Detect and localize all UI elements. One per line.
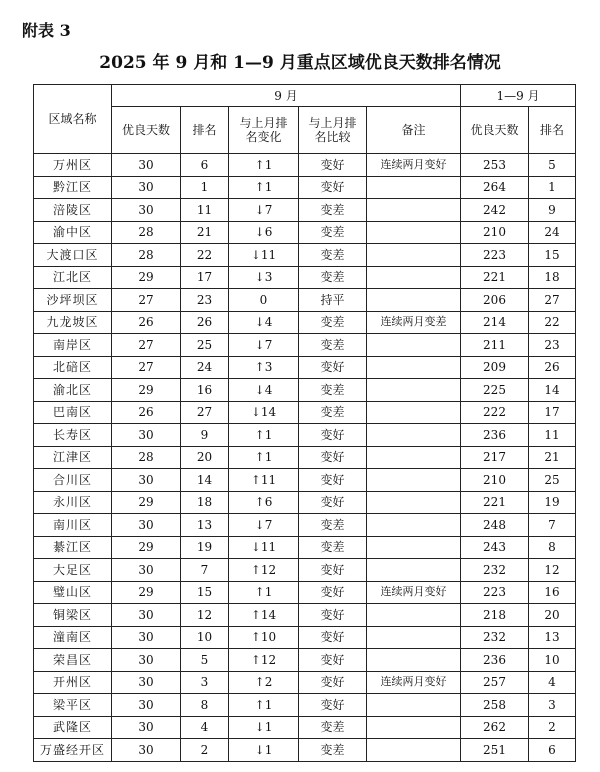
good-days-cell: 30 (112, 424, 181, 447)
remark-cell (367, 446, 461, 469)
compare-cell: 变差 (299, 716, 367, 739)
ytd-good-days-cell: 223 (461, 244, 529, 267)
remark-cell (367, 604, 461, 627)
rank-cell: 21 (181, 221, 229, 244)
remark-cell (367, 356, 461, 379)
compare-cell: 变好 (299, 446, 367, 469)
rank-cell: 27 (181, 401, 229, 424)
ytd-rank-cell: 14 (529, 379, 576, 402)
rank-change-cell: ↓7 (229, 199, 299, 222)
remark-cell (367, 334, 461, 357)
good-days-cell: 30 (112, 559, 181, 582)
ytd-rank-cell: 22 (529, 311, 576, 334)
good-days-cell: 30 (112, 176, 181, 199)
rank-change-cell: ↓1 (229, 716, 299, 739)
table-row (34, 154, 576, 177)
table-row (34, 559, 576, 582)
ytd-good-days-cell: 211 (461, 334, 529, 357)
ytd-good-days-cell: 218 (461, 604, 529, 627)
rank-change-cell: ↓7 (229, 514, 299, 537)
good-days-cell: 30 (112, 671, 181, 694)
rank-cell: 22 (181, 244, 229, 267)
rank-cell: 18 (181, 491, 229, 514)
ytd-good-days-cell: 251 (461, 739, 529, 762)
rank-change-cell: ↑1 (229, 446, 299, 469)
remark-cell (367, 401, 461, 424)
compare-cell: 变好 (299, 626, 367, 649)
good-days-cell: 29 (112, 491, 181, 514)
ytd-rank-cell: 12 (529, 559, 576, 582)
rank-change-cell: ↓14 (229, 401, 299, 424)
rank-change-cell: ↑1 (229, 694, 299, 717)
region-cell: 巴南区 (34, 401, 112, 424)
compare-cell: 变好 (299, 559, 367, 582)
ytd-rank-cell: 24 (529, 221, 576, 244)
header-rank: 排名 (181, 107, 229, 154)
compare-cell: 变差 (299, 514, 367, 537)
rank-change-cell: ↑10 (229, 626, 299, 649)
remark-cell (367, 626, 461, 649)
rank-change-cell: ↓11 (229, 536, 299, 559)
region-cell: 北碚区 (34, 356, 112, 379)
region-cell: 江津区 (34, 446, 112, 469)
region-cell: 铜梁区 (34, 604, 112, 627)
region-cell: 南岸区 (34, 334, 112, 357)
rank-change-cell: ↑14 (229, 604, 299, 627)
rank-change-cell: ↓3 (229, 266, 299, 289)
good-days-cell: 27 (112, 289, 181, 312)
ytd-rank-cell: 27 (529, 289, 576, 312)
rank-change-cell: ↑2 (229, 671, 299, 694)
table-row (34, 514, 576, 537)
compare-cell: 变差 (299, 536, 367, 559)
ytd-good-days-cell: 232 (461, 559, 529, 582)
ranking-table (33, 84, 576, 762)
remark-cell (367, 559, 461, 582)
rank-change-cell: ↓4 (229, 311, 299, 334)
ytd-good-days-cell: 214 (461, 311, 529, 334)
rank-cell: 20 (181, 446, 229, 469)
table-row (34, 424, 576, 447)
rank-cell: 14 (181, 469, 229, 492)
header-good-days: 优良天数 (112, 107, 181, 154)
ytd-good-days-cell: 262 (461, 716, 529, 739)
ytd-good-days-cell: 221 (461, 266, 529, 289)
rank-cell: 23 (181, 289, 229, 312)
good-days-cell: 28 (112, 446, 181, 469)
ytd-good-days-cell: 242 (461, 199, 529, 222)
remark-cell (367, 536, 461, 559)
good-days-cell: 30 (112, 716, 181, 739)
remark-cell: 连续两月变好 (367, 154, 461, 177)
table-row (34, 199, 576, 222)
rank-change-cell: ↑3 (229, 356, 299, 379)
header-mom-compare: 与上月排名比较 (299, 107, 367, 154)
ytd-rank-cell: 13 (529, 626, 576, 649)
ytd-good-days-cell: 209 (461, 356, 529, 379)
ytd-rank-cell: 3 (529, 694, 576, 717)
compare-cell: 变差 (299, 379, 367, 402)
remark-cell (367, 469, 461, 492)
region-cell: 璧山区 (34, 581, 112, 604)
ytd-good-days-cell: 243 (461, 536, 529, 559)
header-ytd-group: 1—9 月 (461, 85, 576, 107)
table-row (34, 334, 576, 357)
compare-cell: 变差 (299, 221, 367, 244)
remark-cell: 连续两月变好 (367, 671, 461, 694)
region-cell: 九龙坡区 (34, 311, 112, 334)
rank-cell: 12 (181, 604, 229, 627)
region-cell: 万州区 (34, 154, 112, 177)
ytd-rank-cell: 26 (529, 356, 576, 379)
region-cell: 荣昌区 (34, 649, 112, 672)
remark-cell (367, 694, 461, 717)
table-row (34, 671, 576, 694)
rank-cell: 19 (181, 536, 229, 559)
ytd-good-days-cell: 236 (461, 649, 529, 672)
region-cell: 渝中区 (34, 221, 112, 244)
table-row (34, 356, 576, 379)
header-ytd-rank: 排名 (529, 107, 576, 154)
ytd-rank-cell: 20 (529, 604, 576, 627)
table-row (34, 739, 576, 762)
ytd-rank-cell: 10 (529, 649, 576, 672)
ytd-good-days-cell: 232 (461, 626, 529, 649)
rank-cell: 10 (181, 626, 229, 649)
region-cell: 梁平区 (34, 694, 112, 717)
compare-cell: 变差 (299, 401, 367, 424)
region-cell: 潼南区 (34, 626, 112, 649)
ytd-rank-cell: 15 (529, 244, 576, 267)
rank-change-cell: ↑1 (229, 176, 299, 199)
remark-cell (367, 514, 461, 537)
rank-change-cell: ↓1 (229, 739, 299, 762)
table-title: 2025 年 9 月和 1—9 月重点区域优良天数排名情况 (99, 53, 501, 73)
table-row (34, 694, 576, 717)
ytd-good-days-cell: 206 (461, 289, 529, 312)
compare-cell: 变差 (299, 199, 367, 222)
table-row (34, 446, 576, 469)
region-cell: 渝北区 (34, 379, 112, 402)
region-cell: 开州区 (34, 671, 112, 694)
good-days-cell: 28 (112, 221, 181, 244)
remark-cell (367, 649, 461, 672)
region-cell: 大足区 (34, 559, 112, 582)
region-cell: 江北区 (34, 266, 112, 289)
compare-cell: 变差 (299, 334, 367, 357)
ytd-rank-cell: 23 (529, 334, 576, 357)
header-region: 区域名称 (34, 85, 112, 154)
compare-cell: 变差 (299, 266, 367, 289)
rank-change-cell: ↑11 (229, 469, 299, 492)
compare-cell: 变好 (299, 581, 367, 604)
compare-cell: 变好 (299, 356, 367, 379)
remark-cell (367, 289, 461, 312)
good-days-cell: 30 (112, 739, 181, 762)
rank-change-cell: ↑1 (229, 581, 299, 604)
good-days-cell: 30 (112, 694, 181, 717)
ytd-rank-cell: 6 (529, 739, 576, 762)
table-row (34, 401, 576, 424)
good-days-cell: 26 (112, 401, 181, 424)
good-days-cell: 29 (112, 379, 181, 402)
remark-cell (367, 716, 461, 739)
remark-cell (367, 739, 461, 762)
region-cell: 大渡口区 (34, 244, 112, 267)
remark-cell: 连续两月变好 (367, 581, 461, 604)
rank-cell: 17 (181, 266, 229, 289)
ytd-rank-cell: 16 (529, 581, 576, 604)
table-row (34, 379, 576, 402)
rank-cell: 6 (181, 154, 229, 177)
ytd-good-days-cell: 248 (461, 514, 529, 537)
rank-change-cell: ↑6 (229, 491, 299, 514)
table-row (34, 604, 576, 627)
ytd-good-days-cell: 210 (461, 469, 529, 492)
remark-cell (367, 244, 461, 267)
rank-change-cell: ↑12 (229, 649, 299, 672)
region-cell: 万盛经开区 (34, 739, 112, 762)
rank-change-cell: ↓6 (229, 221, 299, 244)
ytd-good-days-cell: 217 (461, 446, 529, 469)
region-cell: 合川区 (34, 469, 112, 492)
ytd-good-days-cell: 236 (461, 424, 529, 447)
rank-change-cell: ↑12 (229, 559, 299, 582)
ytd-good-days-cell: 225 (461, 379, 529, 402)
rank-cell: 26 (181, 311, 229, 334)
table-row (34, 221, 576, 244)
ytd-good-days-cell: 222 (461, 401, 529, 424)
table-row (34, 626, 576, 649)
region-cell: 涪陵区 (34, 199, 112, 222)
good-days-cell: 29 (112, 266, 181, 289)
good-days-cell: 30 (112, 154, 181, 177)
remark-cell (367, 424, 461, 447)
remark-cell (367, 491, 461, 514)
ytd-good-days-cell: 264 (461, 176, 529, 199)
good-days-cell: 30 (112, 199, 181, 222)
ytd-good-days-cell: 221 (461, 491, 529, 514)
table-row (34, 266, 576, 289)
good-days-cell: 28 (112, 244, 181, 267)
remark-cell (367, 379, 461, 402)
good-days-cell: 27 (112, 334, 181, 357)
remark-cell: 连续两月变差 (367, 311, 461, 334)
good-days-cell: 26 (112, 311, 181, 334)
remark-cell (367, 199, 461, 222)
region-cell: 沙坪坝区 (34, 289, 112, 312)
compare-cell: 变好 (299, 694, 367, 717)
good-days-cell: 27 (112, 356, 181, 379)
compare-cell: 变好 (299, 491, 367, 514)
appendix-label: 附表 3 (22, 21, 71, 40)
good-days-cell: 30 (112, 514, 181, 537)
table-row (34, 244, 576, 267)
rank-cell: 16 (181, 379, 229, 402)
region-cell: 武隆区 (34, 716, 112, 739)
ytd-rank-cell: 5 (529, 154, 576, 177)
compare-cell: 变差 (299, 244, 367, 267)
rank-change-cell: ↓4 (229, 379, 299, 402)
table-row (34, 581, 576, 604)
table-row (34, 491, 576, 514)
table-row (34, 649, 576, 672)
rank-cell: 15 (181, 581, 229, 604)
good-days-cell: 29 (112, 581, 181, 604)
ytd-good-days-cell: 210 (461, 221, 529, 244)
ytd-rank-cell: 9 (529, 199, 576, 222)
table-row (34, 536, 576, 559)
header-rank-change: 与上月排名变化 (229, 107, 299, 154)
compare-cell: 变好 (299, 176, 367, 199)
table-row (34, 289, 576, 312)
ytd-good-days-cell: 253 (461, 154, 529, 177)
good-days-cell: 29 (112, 536, 181, 559)
compare-cell: 变好 (299, 671, 367, 694)
rank-cell: 8 (181, 694, 229, 717)
rank-cell: 24 (181, 356, 229, 379)
region-cell: 綦江区 (34, 536, 112, 559)
region-cell: 南川区 (34, 514, 112, 537)
compare-cell: 持平 (299, 289, 367, 312)
table-row (34, 716, 576, 739)
good-days-cell: 30 (112, 604, 181, 627)
remark-cell (367, 221, 461, 244)
rank-change-cell: ↓7 (229, 334, 299, 357)
ytd-rank-cell: 19 (529, 491, 576, 514)
table-row (34, 469, 576, 492)
good-days-cell: 30 (112, 626, 181, 649)
header-remark: 备注 (367, 107, 461, 154)
rank-cell: 25 (181, 334, 229, 357)
table-body (34, 154, 576, 762)
region-cell: 永川区 (34, 491, 112, 514)
ytd-rank-cell: 4 (529, 671, 576, 694)
ytd-rank-cell: 18 (529, 266, 576, 289)
compare-cell: 变差 (299, 311, 367, 334)
rank-cell: 9 (181, 424, 229, 447)
ytd-rank-cell: 11 (529, 424, 576, 447)
ytd-rank-cell: 1 (529, 176, 576, 199)
ytd-rank-cell: 7 (529, 514, 576, 537)
rank-cell: 5 (181, 649, 229, 672)
header-month-group: 9 月 (112, 85, 461, 107)
rank-cell: 7 (181, 559, 229, 582)
good-days-cell: 30 (112, 649, 181, 672)
rank-cell: 2 (181, 739, 229, 762)
ytd-good-days-cell: 223 (461, 581, 529, 604)
table-row (34, 176, 576, 199)
region-cell: 黔江区 (34, 176, 112, 199)
table-row (34, 311, 576, 334)
header-ytd-good-days: 优良天数 (461, 107, 529, 154)
ytd-rank-cell: 8 (529, 536, 576, 559)
rank-change-cell: ↑1 (229, 154, 299, 177)
compare-cell: 变好 (299, 154, 367, 177)
ytd-rank-cell: 17 (529, 401, 576, 424)
rank-cell: 3 (181, 671, 229, 694)
good-days-cell: 30 (112, 469, 181, 492)
rank-cell: 13 (181, 514, 229, 537)
compare-cell: 变差 (299, 739, 367, 762)
compare-cell: 变好 (299, 604, 367, 627)
compare-cell: 变好 (299, 649, 367, 672)
ytd-good-days-cell: 258 (461, 694, 529, 717)
compare-cell: 变好 (299, 469, 367, 492)
rank-cell: 1 (181, 176, 229, 199)
rank-cell: 4 (181, 716, 229, 739)
rank-change-cell: ↑1 (229, 424, 299, 447)
rank-change-cell: 0 (229, 289, 299, 312)
ytd-rank-cell: 21 (529, 446, 576, 469)
remark-cell (367, 266, 461, 289)
ytd-rank-cell: 2 (529, 716, 576, 739)
remark-cell (367, 176, 461, 199)
rank-cell: 11 (181, 199, 229, 222)
region-cell: 长寿区 (34, 424, 112, 447)
ytd-rank-cell: 25 (529, 469, 576, 492)
ytd-good-days-cell: 257 (461, 671, 529, 694)
rank-change-cell: ↓11 (229, 244, 299, 267)
compare-cell: 变好 (299, 424, 367, 447)
